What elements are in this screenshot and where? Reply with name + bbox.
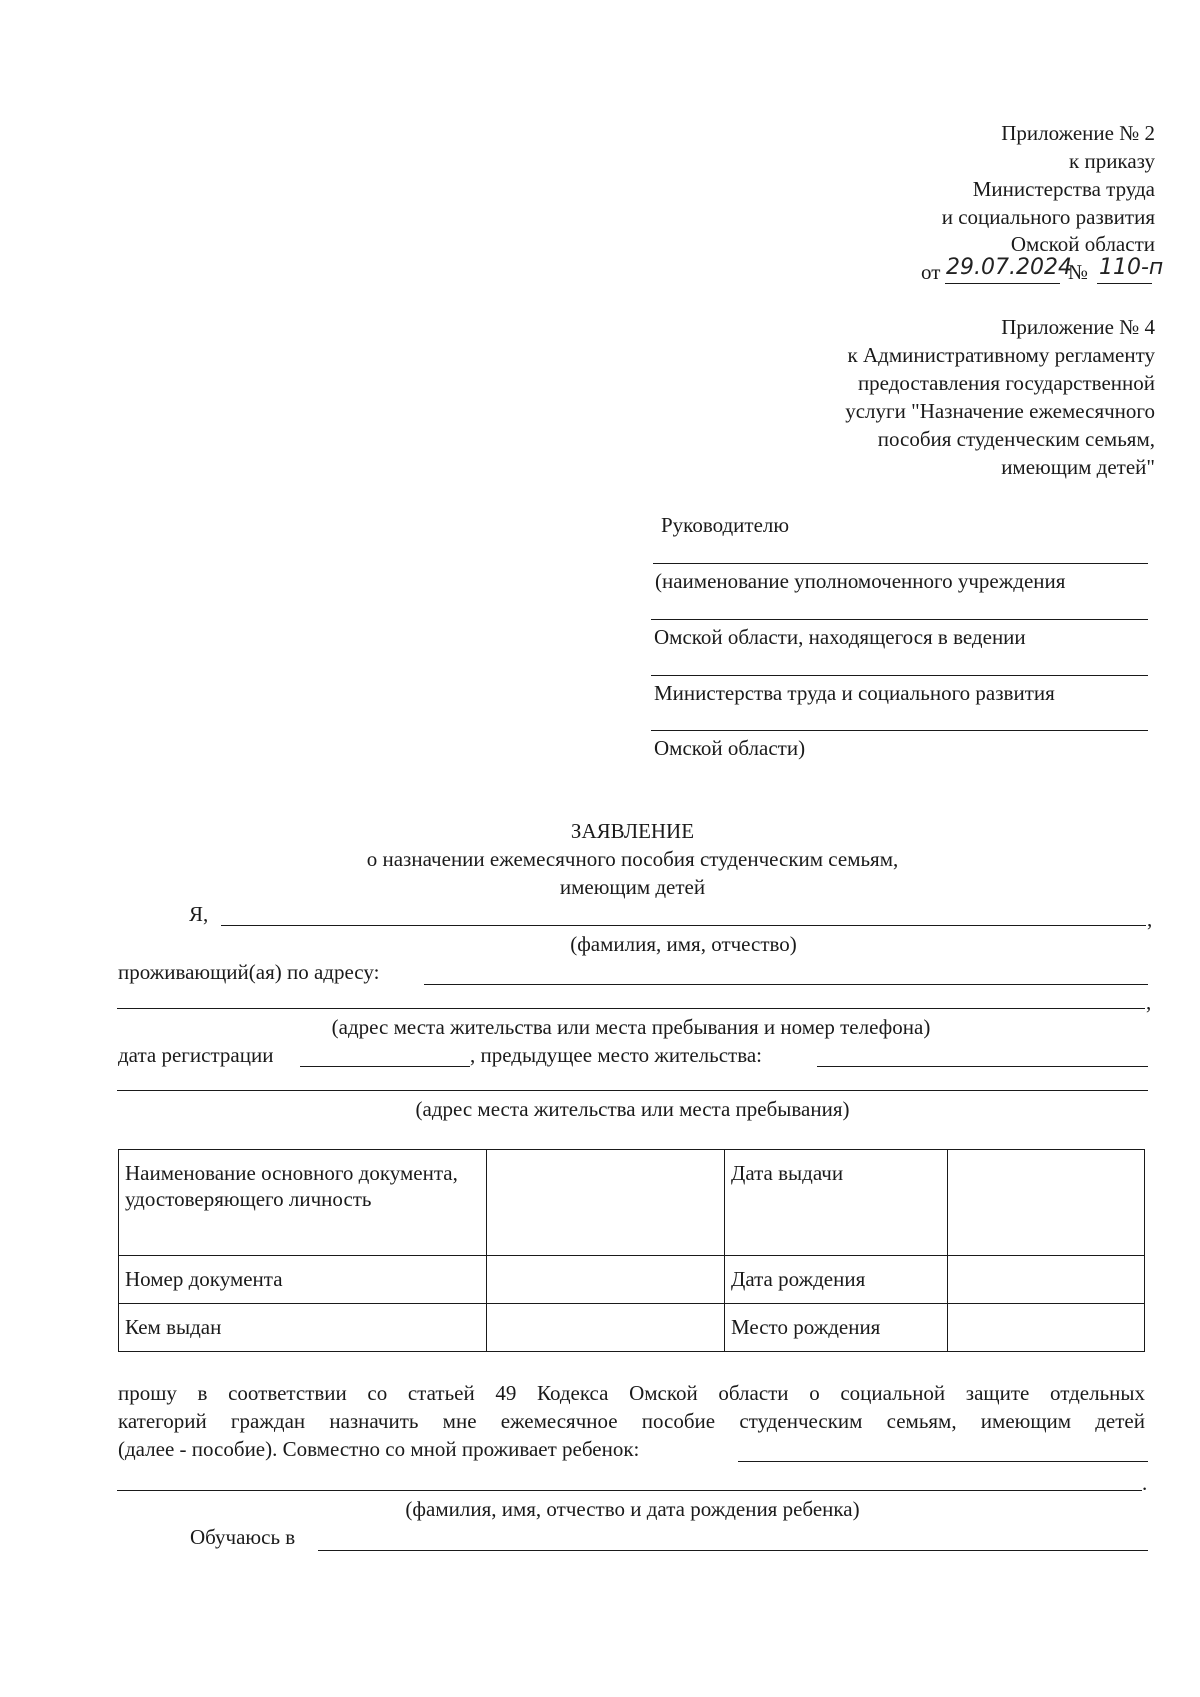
appendix4-line2: к Административному регламенту: [847, 343, 1155, 367]
issue-date-label: Дата выдачи: [725, 1150, 948, 1256]
order-number-underline: [1097, 283, 1152, 284]
statement-subtitle-1: о назначении ежемесячного пособия студенческим семьям,: [366, 847, 899, 871]
fio-hint: (фамилия, имя, отчество): [570, 932, 797, 956]
addressee-line1: (наименование уполномоченного учреждения: [655, 569, 1066, 593]
issued-by-value[interactable]: [487, 1304, 725, 1352]
reg-date-label: дата регистрации: [118, 1043, 274, 1067]
addressee-to: Руководителю: [661, 513, 790, 537]
i-label: Я,: [189, 902, 209, 926]
reg-date-line[interactable]: [300, 1066, 470, 1067]
table-row: [119, 1256, 1145, 1304]
appendix2-line5: Омской области: [1010, 232, 1155, 256]
appendix2-line3: Министерства труда: [972, 177, 1155, 201]
request-line-1: прошу в соответствии со статьей 49 Кодекса Омской области о социальной защите отдельных: [118, 1381, 1145, 1405]
appendix4-line4: услуги "Назначение ежемесячного: [845, 399, 1155, 423]
id-document-table: [118, 1149, 1145, 1352]
statement-subtitle-2: имеющим детей: [559, 875, 706, 899]
issued-by-label: Кем выдан: [119, 1304, 487, 1352]
child-line-1[interactable]: [738, 1461, 1148, 1462]
order-date-underline: [945, 283, 1060, 284]
addressee-underline-1: [653, 563, 1148, 564]
birth-place-label: Место рождения: [725, 1304, 948, 1352]
issue-date-value[interactable]: [948, 1150, 1145, 1256]
addressee-line4: Омской области): [654, 736, 806, 760]
appendix2-line2: к приказу: [1069, 149, 1155, 173]
order-date-handwritten: 29.07.2024: [946, 255, 1072, 280]
doc-name-value[interactable]: [487, 1150, 725, 1256]
address-line-1[interactable]: [424, 984, 1148, 985]
order-number-label: №: [1068, 260, 1089, 284]
order-from-label: от: [921, 260, 941, 284]
addressee-underline-3: [651, 675, 1148, 676]
birth-place-value[interactable]: [948, 1304, 1145, 1352]
statement-heading: ЗАЯВЛЕНИЕ: [570, 819, 695, 843]
child-period: .: [1142, 1471, 1148, 1495]
fio-comma: ,: [1147, 907, 1153, 931]
child-line-2[interactable]: [117, 1490, 1142, 1491]
table-row: [119, 1304, 1145, 1352]
appendix4-line3: предоставления государственной: [857, 371, 1155, 395]
appendix4-line6: имеющим детей": [1001, 455, 1155, 479]
child-hint: (фамилия, имя, отчество и дата рождения ребенка): [405, 1497, 860, 1521]
residing-label: проживающий(ая) по адресу:: [118, 960, 380, 984]
table-row: [119, 1150, 1145, 1256]
birth-date-value[interactable]: [948, 1256, 1145, 1304]
prev-address-hint: (адрес места жительства или места пребывания): [415, 1097, 850, 1121]
addressee-line3: Министерства труда и социального развития: [654, 681, 1055, 705]
doc-number-value[interactable]: [487, 1256, 725, 1304]
fio-line[interactable]: [221, 925, 1146, 926]
appendix2-line1: Приложение № 2: [1001, 121, 1155, 145]
birth-date-label: Дата рождения: [725, 1256, 948, 1304]
appendix4-line5: пособия студенческим семьям,: [877, 427, 1155, 451]
address-comma: ,: [1146, 990, 1152, 1014]
doc-name-label: Наименование основного документа, удостоверяющего личность: [119, 1150, 487, 1256]
request-line-2: категорий граждан назначить мне ежемесячное пособие студенческим семьям, имеющим детей: [118, 1409, 1145, 1433]
addressee-underline-4: [651, 730, 1148, 731]
request-line-3: (далее - пособие). Совместно со мной проживает ребенок:: [118, 1437, 640, 1461]
study-label: Обучаюсь в: [190, 1525, 296, 1549]
addressee-line2: Омской области, находящегося в ведении: [654, 625, 1026, 649]
prev-place-label: , предыдущее место жительства:: [470, 1043, 763, 1067]
doc-number-label: Номер документа: [119, 1256, 487, 1304]
address-line-2[interactable]: [117, 1008, 1145, 1009]
addressee-underline-2: [651, 619, 1148, 620]
address-hint: (адрес места жительства или места пребывания и номер телефона): [331, 1015, 931, 1039]
appendix2-line4: и социального развития: [941, 205, 1155, 229]
prev-address-line-1[interactable]: [817, 1066, 1148, 1067]
prev-address-line-2[interactable]: [117, 1090, 1148, 1091]
order-number-handwritten: 110-п: [1099, 255, 1164, 280]
appendix4-line1: Приложение № 4: [1001, 315, 1155, 339]
study-line[interactable]: [318, 1550, 1148, 1551]
